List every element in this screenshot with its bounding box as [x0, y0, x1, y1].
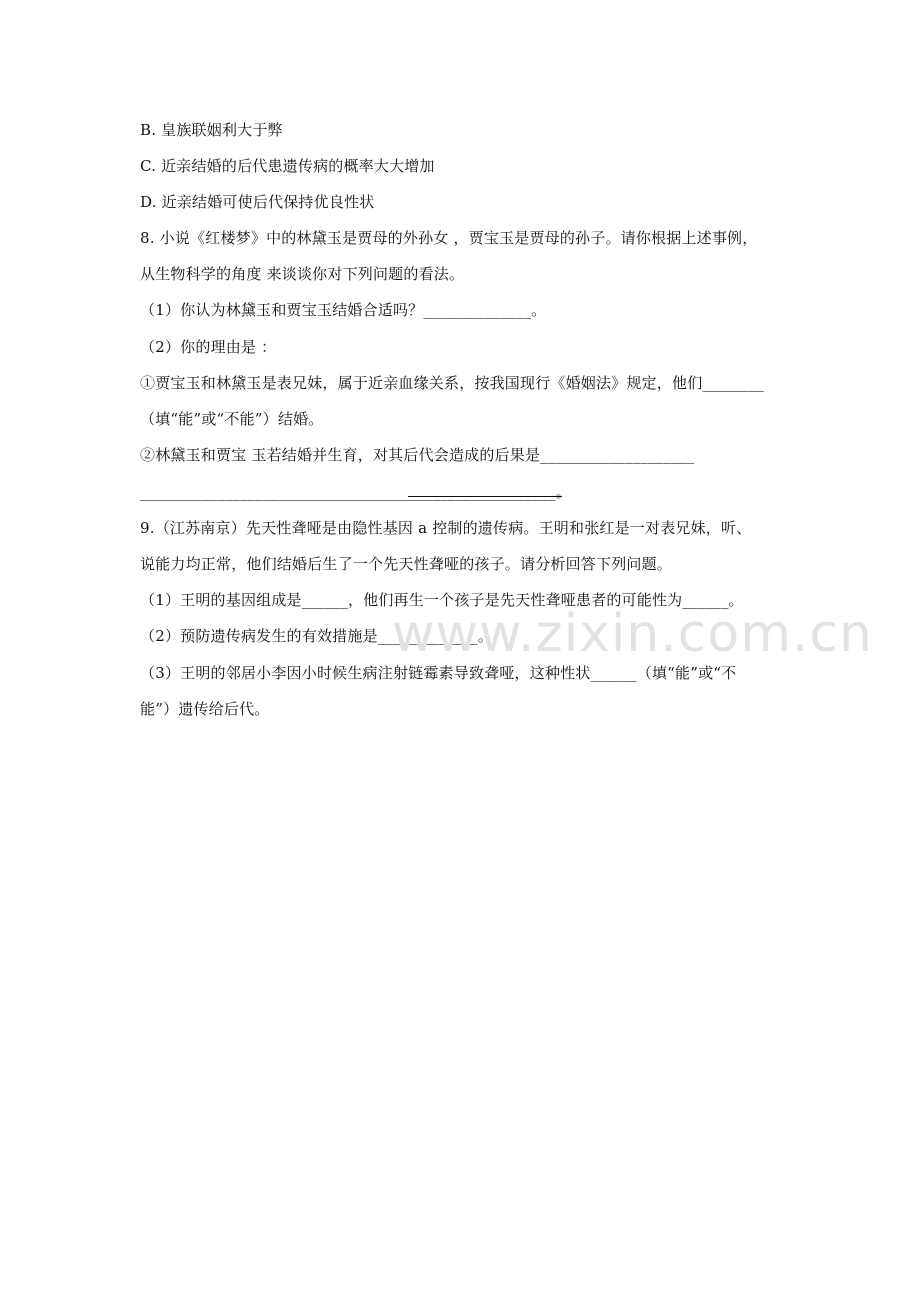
question-9-text-2: 说能力均正常，他们结婚后生了一个先天性聋哑的孩子。请分析回答下列问题。: [140, 555, 673, 573]
option-d: D. 近亲结婚可使后代保持优良性状: [140, 193, 375, 211]
question-9-part-2: （2）预防遗传病发生的有效措施是_____________。: [140, 627, 494, 645]
question-8-text-2: 从生物科学的角度 来谈谈你对下列问题的看法。: [140, 265, 465, 283]
question-9-text-1: 9.（江苏南京）先天性聋哑是由隐性基因 a 控制的遗传病。王明和张红是一对表兄妹，听、: [140, 519, 752, 537]
question-8-part-1: （1）你认为林黛玉和贾宝玉结婚合适吗？______________。: [140, 301, 547, 319]
question-8-reason-1b: （填“能”或“不能”）结婚。: [140, 410, 324, 428]
option-b: B. 皇族联姻利大于弊: [140, 121, 283, 139]
question-8-reason-2a: ②林黛玉和贾宝 玉若结婚并生育，对其后代会造成的后果是____________________: [140, 446, 695, 464]
question-9-part-3a: （3）王明的邻居小李因小时候生病注射链霉素导致聋哑，这种性状______（填“能”或“不: [140, 664, 737, 682]
option-c: C. 近亲结婚的后代患遗传病的概率大大增加: [140, 157, 435, 175]
question-8-part-2: （2）你的理由是 ：: [140, 338, 277, 356]
watermark: www.zixin.com.cn: [392, 604, 873, 664]
question-8-text-1: 8. 小说《红楼梦》中的林黛玉是贾母的外孙女 ，贾宝玉是贾母的孙子。请你根据上述事例，: [140, 229, 758, 247]
question-8-reason-2b: ______________________________________________________。: [140, 483, 571, 501]
answer-underline: [408, 496, 562, 497]
question-9-part-3b: 能”）遗传给后代。: [140, 700, 270, 718]
question-9-part-1: （1）王明的基因组成是______，他们再生一个孩子是先天性聋哑患者的可能性为______。: [140, 591, 744, 609]
question-8-reason-1a: ①贾宝玉和林黛玉是表兄妹，属于近亲血缘关系，按我国现行《婚姻法》规定，他们________: [140, 374, 765, 392]
